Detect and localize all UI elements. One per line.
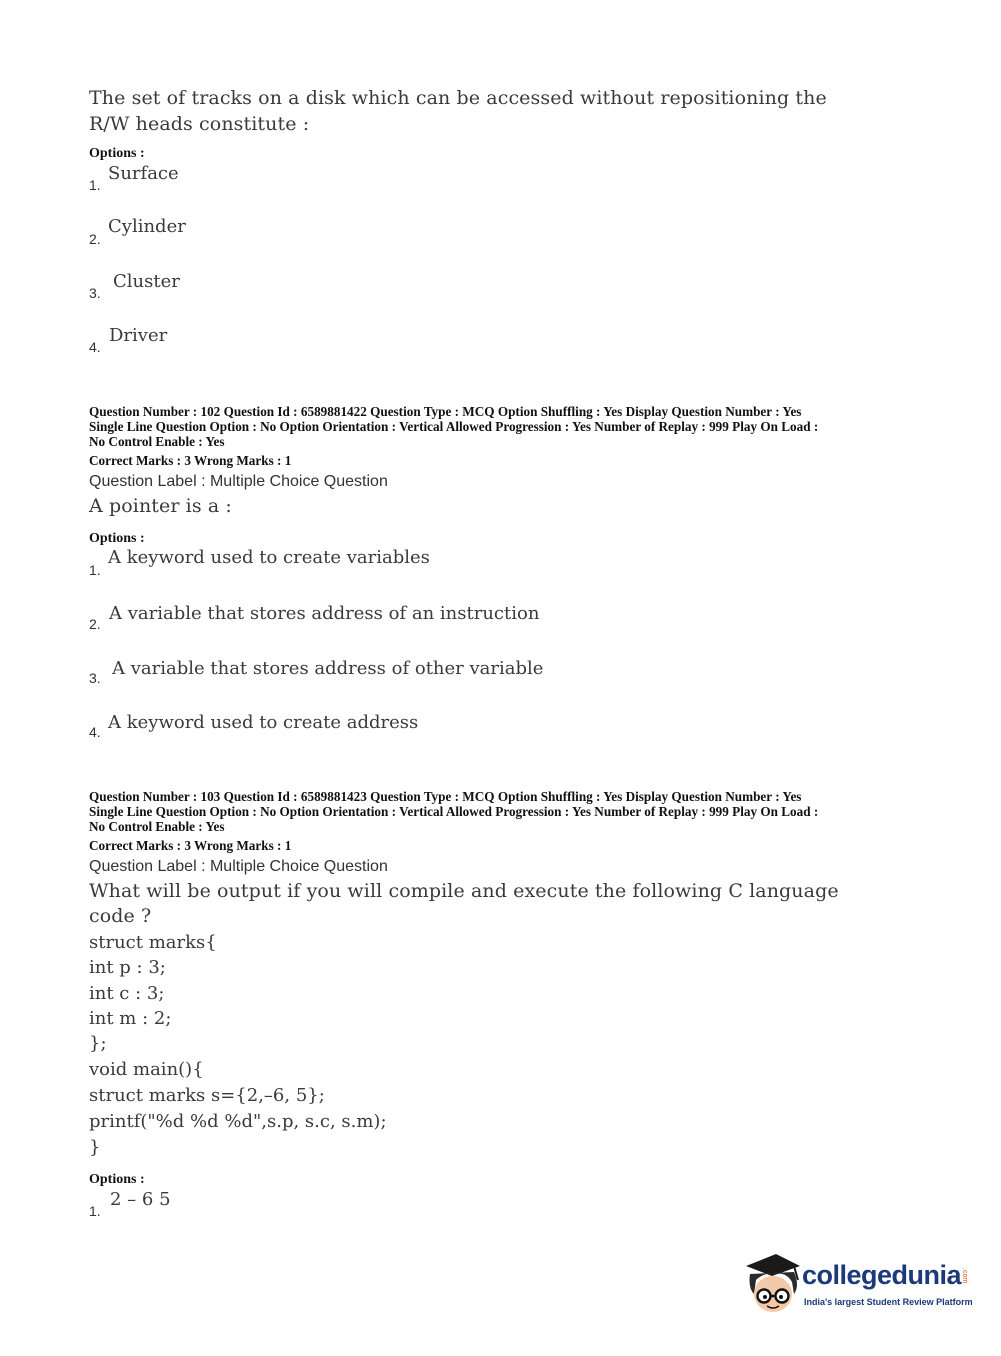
option-text: A keyword used to create variables xyxy=(108,547,430,568)
option-number: 3. xyxy=(89,670,101,686)
option-number: 1. xyxy=(89,1203,101,1219)
code-line: int c : 3; xyxy=(89,983,165,1004)
code-line: }; xyxy=(89,1033,107,1054)
option-text: A variable that stores address of an instruction xyxy=(109,603,540,624)
question-text-line: What will be output if you will compile and execute the following C language xyxy=(89,880,839,902)
question-meta-line: No Control Enable : Yes xyxy=(89,819,225,834)
code-line: struct marks s={2,–6, 5}; xyxy=(89,1085,325,1106)
question-text-line: R/W heads constitute : xyxy=(89,113,310,135)
options-label: Options : xyxy=(89,531,145,546)
option-number: 2. xyxy=(89,231,101,247)
option-text: 2 – 6 5 xyxy=(110,1189,171,1210)
logo-wordmark: collegedunia xyxy=(802,1260,962,1290)
code-line: void main(){ xyxy=(89,1059,204,1080)
question-meta-line: Single Line Question Option : No Option Orientation : Vertical Allowed Progression : Yes Number of Replay : 999 Play On Load : xyxy=(89,419,819,434)
option-number: 2. xyxy=(89,616,101,632)
option-text: Cylinder xyxy=(108,216,186,237)
code-line: struct marks{ xyxy=(89,932,217,953)
logo-com-suffix: .com xyxy=(961,1268,968,1284)
question-label: Question Label : Multiple Choice Question xyxy=(89,473,388,490)
question-meta-line: Question Number : 103 Question Id : 6589881423 Question Type : MCQ Option Shuffling : Yes Display Question Number : Yes xyxy=(89,789,802,804)
code-line: } xyxy=(89,1137,101,1158)
option-text: Driver xyxy=(109,325,168,346)
option-number: 4. xyxy=(89,339,101,355)
option-text: Surface xyxy=(108,163,179,184)
options-label: Options : xyxy=(89,1172,145,1187)
question-text-line: The set of tracks on a disk which can be accessed without repositioning the xyxy=(89,87,827,109)
options-label: Options : xyxy=(89,146,145,161)
option-number: 1. xyxy=(89,177,101,193)
option-number: 1. xyxy=(89,562,101,578)
option-text: A keyword used to create address xyxy=(108,712,419,733)
question-marks: Correct Marks : 3 Wrong Marks : 1 xyxy=(89,838,292,853)
student-mascot-icon xyxy=(742,1250,804,1320)
option-text: Cluster xyxy=(113,271,180,292)
logo-tagline: India's largest Student Review Platform xyxy=(804,1297,973,1307)
code-line: int p : 3; xyxy=(89,957,166,978)
question-meta-line: Single Line Question Option : No Option Orientation : Vertical Allowed Progression : Yes Number of Replay : 999 Play On Load : xyxy=(89,804,819,819)
code-line: int m : 2; xyxy=(89,1008,172,1029)
question-text-line: code ? xyxy=(89,905,152,927)
option-number: 4. xyxy=(89,724,101,740)
collegedunia-logo xyxy=(742,1250,982,1320)
question-meta-line: Question Number : 102 Question Id : 6589881422 Question Type : MCQ Option Shuffling : Yes Display Question Number : Yes xyxy=(89,404,802,419)
question-label: Question Label : Multiple Choice Question xyxy=(89,858,388,875)
question-marks: Correct Marks : 3 Wrong Marks : 1 xyxy=(89,453,292,468)
question-meta-line: No Control Enable : Yes xyxy=(89,434,225,449)
code-line: printf("%d %d %d",s.p, s.c, s.m); xyxy=(89,1111,387,1132)
option-number: 3. xyxy=(89,285,101,301)
option-text: A variable that stores address of other variable xyxy=(112,658,544,679)
question-text: A pointer is a : xyxy=(89,495,232,517)
